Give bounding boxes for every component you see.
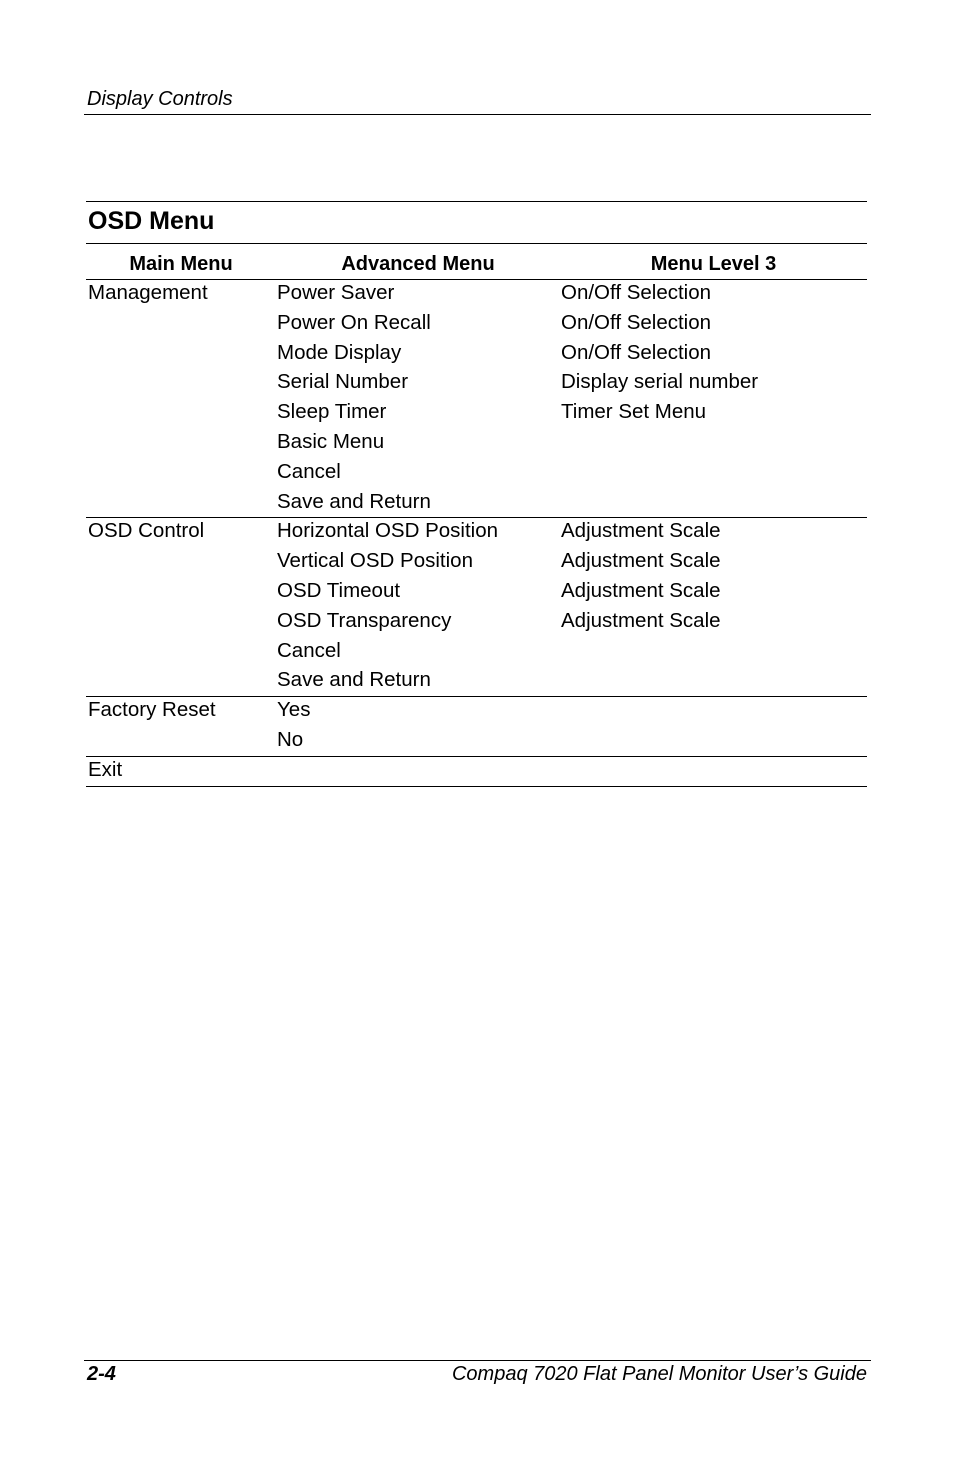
advanced-menu-cell: Basic Menu [277, 430, 385, 453]
group-divider [86, 517, 867, 518]
menu-level-3-cell: Adjustment Scale [561, 519, 721, 543]
footer-rule [84, 1360, 871, 1361]
header-row-rule [86, 279, 867, 280]
advanced-menu-cell: Cancel [277, 459, 341, 483]
column-header-menu-level-3: Menu Level 3 [650, 253, 777, 275]
advanced-menu-cell: Yes [277, 698, 311, 722]
group-divider [86, 756, 867, 757]
column-header-main-menu: Main Menu [129, 253, 233, 275]
advanced-menu-cell: Save and Return [277, 668, 431, 692]
menu-level-3-cell: On/Off Selection [561, 310, 712, 334]
advanced-menu-cell: No [277, 728, 304, 751]
menu-level-3-cell: Adjustment Scale [561, 549, 721, 573]
menu-level-3-cell: On/Off Selection [561, 281, 712, 304]
advanced-menu-cell: Power Saver [277, 281, 395, 304]
menu-level-3-cell: Timer Set Menu [561, 400, 707, 424]
running-head: Display Controls [87, 88, 233, 110]
menu-level-3-cell: On/Off Selection [561, 340, 712, 364]
table-top-rule [86, 243, 867, 244]
section-top-rule [86, 201, 867, 202]
page-number: 2-4 [87, 1363, 116, 1385]
advanced-menu-cell: Save and Return [277, 489, 431, 513]
advanced-menu-cell: Power On Recall [277, 310, 431, 334]
column-header-advanced-menu: Advanced Menu [341, 253, 495, 275]
doc-title: Compaq 7020 Flat Panel Monitor User’s Guide [451, 1363, 867, 1385]
group-divider [86, 786, 867, 787]
advanced-menu-cell: Cancel [277, 638, 341, 662]
advanced-menu-cell: Horizontal OSD Position [277, 519, 499, 543]
advanced-menu-cell: Mode Display [277, 340, 402, 364]
advanced-menu-cell: Vertical OSD Position [277, 549, 473, 573]
menu-level-3-cell: Adjustment Scale [561, 608, 721, 632]
advanced-menu-cell: OSD Timeout [277, 579, 401, 602]
advanced-menu-cell: Serial Number [277, 370, 409, 394]
main-menu-cell: Exit [88, 757, 123, 781]
group-divider [86, 696, 867, 697]
main-menu-cell: Management [88, 281, 208, 304]
main-menu-cell: Factory Reset [88, 698, 216, 722]
advanced-menu-cell: OSD Transparency [277, 608, 452, 632]
header-rule [84, 114, 871, 115]
main-menu-cell: OSD Control [88, 519, 205, 543]
section-title: OSD Menu [88, 207, 215, 235]
menu-level-3-cell: Adjustment Scale [561, 579, 721, 602]
advanced-menu-cell: Sleep Timer [277, 400, 387, 424]
menu-level-3-cell: Display serial number [561, 370, 759, 394]
